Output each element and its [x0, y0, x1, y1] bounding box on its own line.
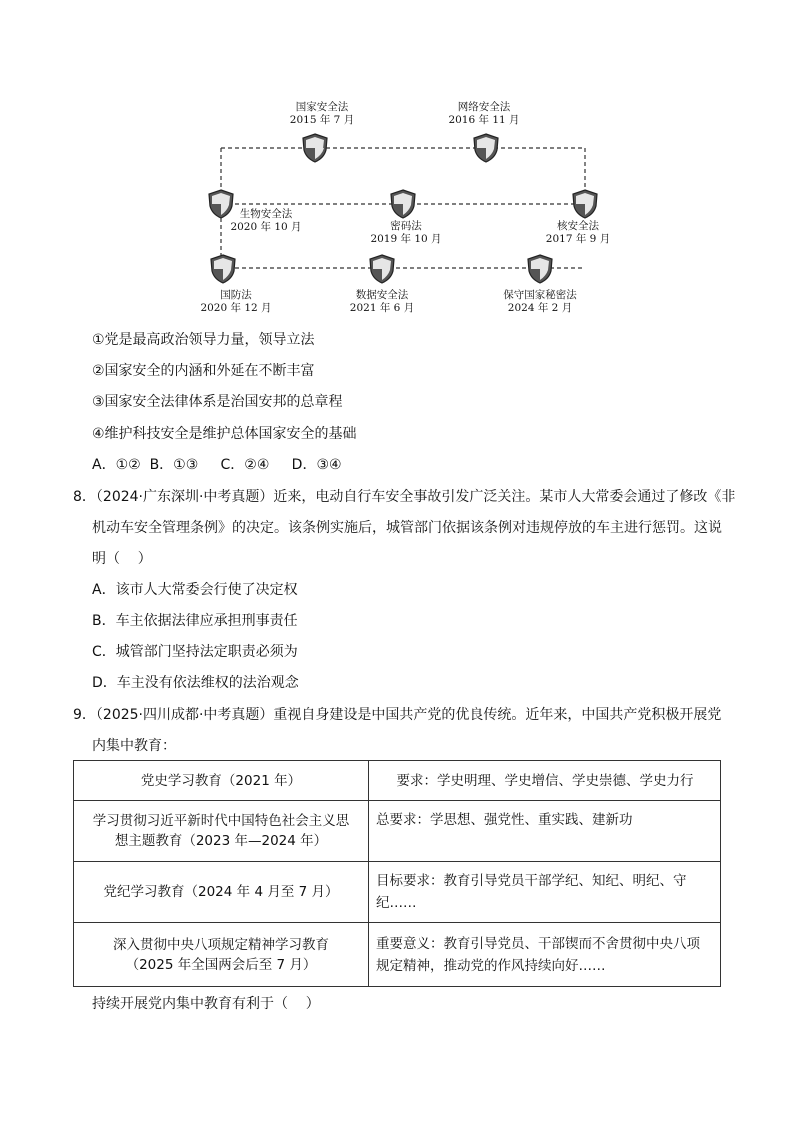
- q8-option-a: A．该市人大常委会行使了决定权: [92, 582, 298, 598]
- shield-icon: [390, 189, 416, 219]
- timeline-label: [322, 289, 442, 315]
- timeline-label: [262, 101, 382, 127]
- table-cell-campaign: 党史学习教育（2021 年）: [74, 761, 369, 801]
- q8-option-d: D．车主没有依法维权的法治观念: [92, 675, 299, 691]
- q8-option-c: C．城管部门坚持法定职责必须为: [92, 644, 298, 660]
- shield-icon: [302, 133, 328, 163]
- q9-question: 持续开展党内集中教育有利于（ ）: [92, 996, 320, 1012]
- q9-education-table: [73, 760, 721, 987]
- q7-statement-1: ①党是最高政治领导力量，领导立法: [92, 332, 315, 348]
- law-name: 密码法: [390, 220, 422, 232]
- table-cell-campaign: 学习贯彻习近平新时代中国特色社会主义思 想主题教育（2023 年—2024 年）: [74, 801, 369, 862]
- table-cell-requirement: 总要求：学思想、强党性、重实践、建新功: [369, 801, 721, 862]
- table-cell-requirement: 目标要求：教育引导党员干部学纪、知纪、明纪、守 纪……: [369, 862, 721, 923]
- table-cell-campaign: 党纪学习教育（2024 年 4 月至 7 月）: [74, 862, 369, 923]
- table-row: [74, 761, 721, 801]
- table-row: [74, 801, 721, 862]
- q9-stem-line-2: 内集中教育：: [92, 738, 176, 754]
- law-name: 网络安全法: [457, 101, 511, 113]
- law-date: 2020 年 10 月: [230, 221, 302, 233]
- q7-statement-3: ③国家安全法律体系是治国安邦的总章程: [92, 394, 343, 410]
- table-row: [74, 862, 721, 923]
- table-row: [74, 923, 721, 987]
- timeline-diagram: [0, 0, 794, 330]
- shield-icon: [473, 133, 499, 163]
- q8-stem-line-3: 明（ ）: [92, 551, 152, 567]
- law-name: 保守国家秘密法: [503, 289, 577, 301]
- law-name: 国家安全法: [295, 101, 349, 113]
- law-name: 数据安全法: [355, 289, 409, 301]
- q7-options: A．①② B．①③ C．②④ D．③④: [92, 457, 342, 473]
- shield-icon: [210, 254, 236, 284]
- timeline-label: [518, 220, 638, 246]
- timeline-label: [424, 101, 544, 127]
- law-name: 生物安全法: [239, 208, 293, 220]
- timeline-label: [176, 289, 296, 315]
- law-date: 2020 年 12 月: [200, 302, 272, 314]
- law-date: 2019 年 10 月: [370, 233, 442, 245]
- law-date: 2017 年 9 月: [545, 233, 611, 245]
- table-cell-requirement: 重要意义：教育引导党员、干部锲而不舍贯彻中央八项 规定精神，推动党的作风持续向好……: [369, 923, 721, 987]
- law-date: 2024 年 2 月: [507, 302, 573, 314]
- law-date: 2016 年 11 月: [448, 114, 520, 126]
- law-date: 2015 年 7 月: [289, 114, 355, 126]
- timeline-connectors: [0, 0, 794, 330]
- law-name: 核安全法: [557, 220, 599, 232]
- table-cell-campaign: 深入贯彻中央八项规定精神学习教育 （2025 年全国两会后至 7 月）: [74, 923, 369, 987]
- q8-stem-line-1: 8．（2024·广东深圳·中考真题）近来，电动自行车安全事故引发广泛关注。某市人大常委会通过了修改《非: [73, 489, 736, 505]
- shield-icon: [369, 254, 395, 284]
- timeline-label: [346, 220, 466, 246]
- q8-option-b: B．车主依据法律应承担刑事责任: [92, 613, 298, 629]
- q9-stem-line-1: 9．（2025·四川成都·中考真题）重视自身建设是中国共产党的优良传统。近年来，中国共产党积极开展党: [73, 707, 722, 723]
- q8-stem-line-2: 机动车安全管理条例》的决定。该条例实施后，城管部门依据该条例对违规停放的车主进行惩罚。这说: [92, 520, 722, 536]
- timeline-label: [480, 289, 600, 315]
- shield-icon: [527, 254, 553, 284]
- law-date: 2021 年 6 月: [349, 302, 415, 314]
- q7-statement-2: ②国家安全的内涵和外延在不断丰富: [92, 363, 315, 379]
- law-name: 国防法: [220, 289, 252, 301]
- timeline-label: [206, 208, 326, 234]
- q7-statement-4: ④维护科技安全是维护总体国家安全的基础: [92, 426, 357, 442]
- table-cell-requirement: 要求：学史明理、学史增信、学史崇德、学史力行: [369, 761, 721, 801]
- shield-icon: [572, 189, 598, 219]
